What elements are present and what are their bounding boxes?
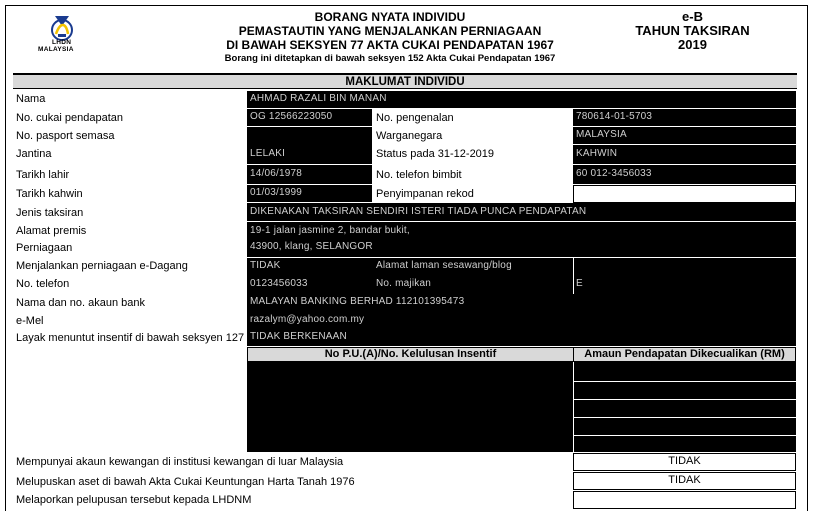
value-cukai: OG 12566223050 [250, 111, 333, 122]
label-rekod: Penyimpanan rekod [376, 188, 474, 200]
title-line-4: Borang ini ditetapkan di bawah seksyen 152 Akta Cukai Pendapatan 1967 [224, 53, 556, 64]
field-telefon-row [247, 276, 796, 294]
value-warganegara: MALAYSIA [576, 129, 627, 140]
label-akaun-luar: Mempunyai akaun kewangan di institusi kewangan di luar Malaysia [16, 456, 344, 468]
label-status: Status pada 31-12-2019 [376, 148, 495, 160]
label-jantina: Jantina [16, 148, 52, 160]
label-laporan: Melaporkan pelupusan tersebut kepada LHDNM [16, 494, 252, 506]
label-nama: Nama [16, 93, 46, 105]
value-bimbit: 60 012-3456033 [576, 168, 652, 179]
form-year-block [620, 10, 765, 52]
value-pengenalan: 780614-01-5703 [576, 111, 653, 122]
lhdn-logo [38, 12, 88, 52]
value-nama: AHMAD RAZALI BIN MANAN [250, 93, 387, 104]
label-emel: e-Mel [16, 315, 44, 327]
label-lahir: Tarikh lahir [16, 169, 70, 181]
value-taksiran: DIKENAKAN TAKSIRAN SENDIRI ISTERI TIADA PUNCA PENDAPATAN [250, 206, 587, 217]
value-emel: razalym@yahoo.com.my [250, 314, 365, 325]
year-value: 2019 [678, 37, 707, 52]
value-premis-line2: 43900, klang, SELANGOR [250, 241, 373, 252]
form-code: e-B [682, 9, 703, 24]
field-edagang-row [247, 258, 796, 276]
label-edagang: Menjalankan perniagaan e-Dagang [16, 260, 188, 272]
field-akaun-luar[interactable]: TIDAK [573, 453, 796, 471]
label-bank: Nama dan no. akaun bank [16, 297, 146, 309]
title-line-1: BORANG NYATA INDIVIDU [314, 10, 466, 24]
divider [574, 399, 796, 400]
value-status: KAHWIN [576, 148, 618, 159]
divider [573, 258, 574, 276]
field-pelupusan[interactable]: TIDAK [573, 472, 796, 490]
label-telefon: No. telefon [16, 278, 70, 290]
label-cukai: No. cukai pendapatan [16, 112, 124, 124]
value-jantina: LELAKI [250, 148, 286, 159]
label-majikan: No. majikan [376, 278, 431, 289]
logo-country: MALAYSIA [38, 46, 74, 53]
field-rekod[interactable] [573, 185, 796, 203]
year-label: TAHUN TAKSIRAN [635, 23, 750, 38]
value-majikan: E [576, 278, 583, 289]
value-premis-line1: 19-1 jalan jasmine 2, bandar bukit, [250, 225, 410, 236]
label-pengenalan: No. pengenalan [376, 112, 454, 124]
label-warganegara: Warganegara [376, 130, 443, 142]
divider [574, 417, 796, 418]
label-bimbit: No. telefon bimbit [376, 169, 462, 181]
label-pasport: No. pasport semasa [16, 130, 115, 142]
incentive-table-body [247, 362, 796, 452]
label-premis: Alamat premis [16, 225, 87, 237]
incentive-col-2-header: Amaun Pendapatan Dikecualikan (RM) [573, 347, 796, 362]
divider [573, 362, 574, 452]
divider [573, 276, 574, 294]
field-laporan[interactable] [573, 491, 796, 509]
value-insentif: TIDAK BERKENAAN [250, 331, 347, 342]
label-kahwin: Tarikh kahwin [16, 188, 83, 200]
value-edagang: TIDAK [250, 260, 281, 271]
label-taksiran: Jenis taksiran [16, 207, 84, 219]
value-lahir: 14/06/1978 [250, 168, 303, 179]
title-line-3: DI BAWAH SEKSYEN 77 AKTA CUKAI PENDAPATAN 1967 [226, 38, 554, 52]
value-telefon: 0123456033 [250, 278, 308, 289]
divider [574, 381, 796, 382]
section-title: MAKLUMAT INDIVIDU [13, 73, 797, 89]
form-header [180, 10, 600, 64]
logo-label: LHDN [52, 39, 72, 46]
title-line-2: PEMASTAUTIN YANG MENJALANKAN PERNIAGAAN [238, 24, 542, 38]
label-laman: Alamat laman sesawang/blog [376, 260, 512, 271]
label-insentif: Layak menuntut insentif di bawah seksyen 127 [16, 332, 245, 344]
value-bank: MALAYAN BANKING BERHAD 112101395473 [250, 296, 465, 307]
divider [574, 435, 796, 436]
value-kahwin: 01/03/1999 [250, 187, 303, 198]
label-perniagaan: Perniagaan [16, 242, 73, 254]
incentive-col-1-header: No P.U.(A)/No. Kelulusan Insentif [247, 347, 574, 362]
label-pelupusan: Melupuskan aset di bawah Akta Cukai Keuntungan Harta Tanah 1976 [16, 476, 355, 488]
